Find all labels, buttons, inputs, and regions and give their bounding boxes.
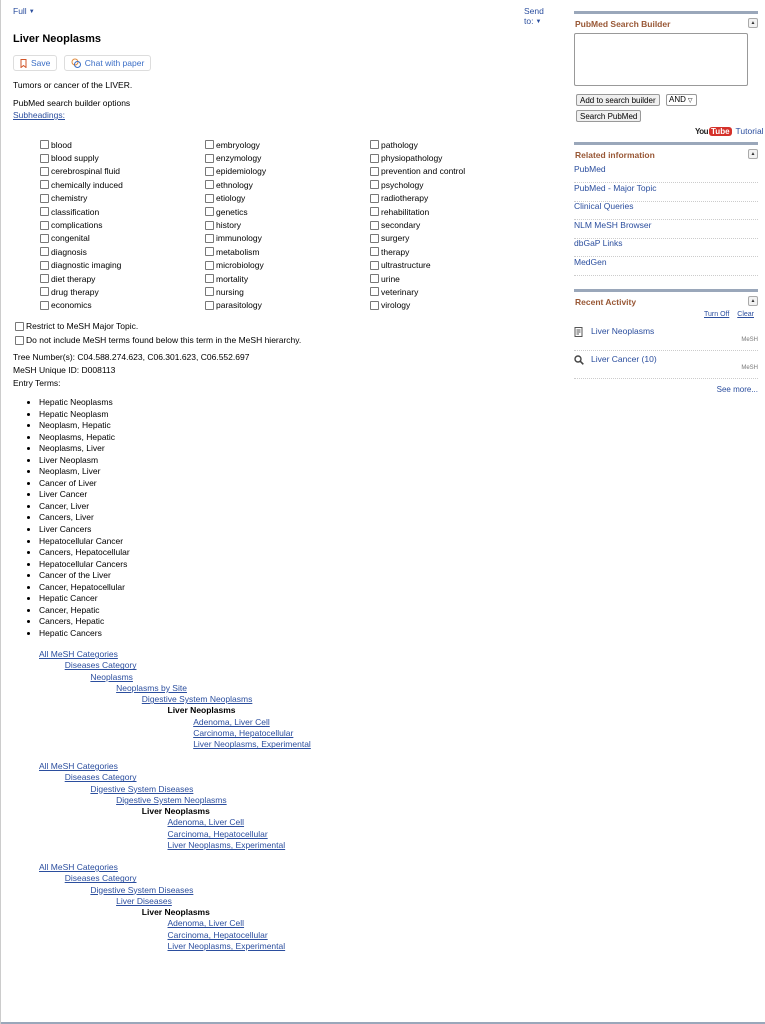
subheading-option[interactable] [370,218,535,231]
subheading-label: drug therapy [51,286,99,297]
entry-term: • Cancer, Hepatic [39,605,130,617]
checkbox[interactable] [40,140,49,149]
mesh-tree [39,761,539,851]
format-label: Full [13,6,27,16]
subheading-label: veterinary [381,286,419,297]
chat-icon [71,58,81,68]
checkbox[interactable] [205,274,214,283]
subheading-option[interactable] [40,165,205,178]
see-more-link[interactable]: See more... [716,385,758,394]
subheading-label: chemistry [51,193,88,204]
restrict-major-topic-option[interactable] [15,321,138,331]
subheadings-link[interactable]: Subheadings: [13,110,65,120]
checkbox[interactable] [40,221,49,230]
subheading-label: embryology [216,139,260,150]
subheading-label: diet therapy [51,273,96,284]
checkbox[interactable] [370,274,379,283]
related-link[interactable] [574,183,758,202]
tree-numbers: Tree Number(s): C04.588.274.623, C06.301.623, C06.552.697 [13,352,250,362]
subheading-option[interactable] [40,272,205,285]
tree-node-label[interactable]: Diseases Category [64,772,137,783]
subheading-label: physiopathology [381,153,443,164]
subheading-option[interactable] [370,178,535,191]
tree-node-link[interactable] [39,873,539,884]
subheading-label: etiology [216,193,246,204]
subheading-label: economics [51,300,92,311]
save-button[interactable] [13,55,57,71]
checkbox[interactable] [40,194,49,203]
subheading-label: blood supply [51,153,99,164]
subheading-label: therapy [381,246,410,257]
recent-activity-controls [698,311,754,318]
tree-node-label[interactable]: Diseases Category [64,660,137,671]
related-link-label: PubMed [574,164,606,174]
checkbox[interactable] [370,234,379,243]
subheading-label: pathology [381,139,418,150]
subheading-label: immunology [216,233,262,244]
checkbox[interactable] [370,140,379,149]
tree-node-link[interactable] [39,784,539,795]
entry-term: • Hepatocellular Cancer [39,536,130,548]
tree-node-label[interactable]: Digestive System Diseases [90,783,194,794]
subheading-label: metabolism [216,246,260,257]
tree-node-label[interactable]: All MeSH Categories [39,761,118,771]
tree-node-label[interactable]: Adenoma, Liver Cell [167,817,245,828]
subheading-option[interactable] [370,165,535,178]
subheading-option[interactable] [205,192,370,205]
subheading-option[interactable] [40,245,205,258]
tree-node-link[interactable] [39,829,539,840]
tree-node-label: Liver Neoplasms [167,705,236,716]
add-to-search-builder-button[interactable]: Add to search builder [576,94,660,106]
tree-node-link[interactable] [39,761,539,772]
search-pubmed-button[interactable]: Search PubMed [576,110,641,122]
related-information-title: Related information [575,150,655,160]
subheading-label: secondary [381,220,421,231]
checkbox[interactable] [205,194,214,203]
collapse-toggle-icon[interactable]: ▲ [748,18,758,28]
tree-node-current [39,806,539,817]
entry-term: • Cancer of the Liver [39,570,130,582]
tree-node-link[interactable] [39,885,539,896]
format-menu[interactable] [13,6,35,16]
subheading-label: epidemiology [216,166,267,177]
checkbox[interactable] [40,301,49,310]
subheading-label: radiotherapy [381,193,429,204]
checkbox[interactable] [370,207,379,216]
related-link-label: MedGen [574,256,607,267]
entry-term: • Hepatic Neoplasms [39,397,130,409]
save-label: Save [31,58,51,68]
search-builder-options-label: PubMed search builder options [13,98,131,108]
mesh-unique-id: MeSH Unique ID: D008113 [13,365,116,375]
checkbox[interactable] [40,234,49,243]
search-builder-textarea[interactable] [574,33,748,86]
subheading-option[interactable] [40,138,205,151]
subheading-option[interactable] [205,138,370,151]
tree-node-label[interactable]: Neoplasms by Site [116,682,187,693]
collapse-toggle-icon[interactable]: ▲ [748,149,758,159]
tree-node-link[interactable] [39,862,539,873]
subheading-label: chemically induced [51,179,123,190]
chat-label: Chat with paper [84,58,145,68]
subheading-option[interactable] [40,205,205,218]
tree-node-link[interactable] [39,840,539,851]
subheading-option[interactable] [370,205,535,218]
tree-node-label: Liver Neoplasms [141,907,210,918]
subheading-option[interactable] [205,151,370,164]
related-link[interactable] [574,164,758,183]
search-icon [574,355,584,365]
mesh-tree [39,649,539,751]
checkbox[interactable] [370,261,379,270]
tree-node-label[interactable]: Digestive System Neoplasms [141,694,253,705]
recent-activity-source: MeSH [741,365,758,371]
tree-node-link[interactable] [39,739,539,750]
subheading-option[interactable] [205,245,370,258]
tree-node-link[interactable] [39,918,539,929]
subheading-label: genetics [216,206,248,217]
entry-term: • Cancer, Hepatocellular [39,582,130,594]
related-information-header [574,142,758,160]
checkbox[interactable] [205,140,214,149]
entry-term: • Liver Neoplasm [39,455,130,467]
subheading-option[interactable] [40,178,205,191]
collapse-toggle-icon[interactable]: ▲ [748,296,758,306]
checkbox[interactable] [15,336,24,345]
search-builder-title: PubMed Search Builder [575,19,671,29]
sidebar [574,0,764,1024]
recent-activity-title: Recent Activity [575,297,637,307]
entry-term: • Neoplasms, Hepatic [39,432,130,444]
entry-term: • Cancers, Hepatic [39,616,130,628]
subheading-label: diagnostic imaging [51,260,122,271]
checkbox[interactable] [205,207,214,216]
no-explode-label: Do not include MeSH terms found below this term in the MeSH hierarchy. [26,335,302,345]
tree-node-label[interactable]: Neoplasms [90,671,133,682]
checkbox[interactable] [370,154,379,163]
recent-activity-header [574,289,758,307]
tree-node-label: Liver Neoplasms [141,806,210,817]
recent-activity-item[interactable] [574,354,758,379]
subheading-option[interactable] [205,285,370,298]
tree-node-label[interactable]: Digestive System Neoplasms [116,794,227,805]
tree-node-link[interactable] [39,817,539,828]
subheading-option[interactable] [370,285,535,298]
boolean-operator-select[interactable] [666,94,697,106]
recent-activity-item[interactable] [574,326,758,351]
scope-note: Tumors or cancer of the LIVER. [13,80,133,90]
no-explode-option[interactable] [15,335,301,345]
subheading-option[interactable] [205,272,370,285]
tree-node-label[interactable]: Liver Neoplasms, Experimental [193,739,311,750]
subheading-label: diagnosis [51,246,87,257]
subheading-option[interactable] [40,192,205,205]
subheading-label: psychology [381,179,424,190]
tree-node-link[interactable] [39,896,539,907]
tree-node-link[interactable] [39,728,539,739]
top-bar [13,6,563,26]
subheading-label: congenital [51,233,90,244]
recent-activity-source: MeSH [741,337,758,343]
subheading-option[interactable] [370,232,535,245]
related-link-label: PubMed - Major Topic [574,182,657,193]
page-title: Liver Neoplasms [13,33,102,45]
checkbox[interactable] [370,180,379,189]
tree-node-label[interactable]: Digestive System Diseases [90,884,194,895]
subheadings-checkbox-grid [40,138,540,312]
document-icon [574,327,583,337]
tree-node-label[interactable]: Liver Diseases [116,895,172,906]
entry-term: • Hepatic Neoplasm [39,409,130,421]
chevron-down-icon: ▽ [687,98,693,104]
subheading-option[interactable] [370,272,535,285]
related-link[interactable] [574,238,758,257]
checkbox[interactable] [205,234,214,243]
tutorial-label: Tutorial [735,126,764,136]
subheading-label: virology [381,300,411,311]
checkbox[interactable] [40,247,49,256]
tree-node-label[interactable]: Carcinoma, Hepatocellular [193,728,294,739]
subheading-label: urine [381,273,400,284]
checkbox[interactable] [205,247,214,256]
related-link-label: dbGaP Links [574,238,623,248]
checkbox[interactable] [40,167,49,176]
entry-term: • Hepatic Cancer [39,593,130,605]
subheading-label: prevention and control [381,166,466,177]
tree-node-link[interactable] [39,795,539,806]
entry-term: • Neoplasms, Liver [39,443,130,455]
subheading-label: history [216,220,242,231]
checkbox[interactable] [205,261,214,270]
entry-term: • Neoplasm, Hepatic [39,420,130,432]
subheading-option[interactable] [40,151,205,164]
checkbox[interactable] [370,287,379,296]
tree-node-label[interactable]: Carcinoma, Hepatocellular [167,828,268,839]
tree-node-link[interactable] [39,930,539,941]
entry-term: • Hepatic Cancers [39,628,130,640]
subheading-option[interactable] [370,245,535,258]
subheading-option[interactable] [40,285,205,298]
subheading-option[interactable] [370,299,535,312]
tree-node-current [39,907,539,918]
tree-node-link[interactable] [39,941,539,952]
subheading-label: parasitology [216,300,262,311]
tree-node-link[interactable] [39,672,539,683]
checkbox[interactable] [205,301,214,310]
tree-node-label[interactable]: Liver Neoplasms, Experimental [167,941,286,952]
related-link[interactable] [574,257,758,276]
send-to-menu[interactable] [524,6,563,26]
entry-term: • Liver Cancer [39,489,130,501]
tree-node-link[interactable] [39,683,539,694]
subheading-label: blood [51,139,72,150]
checkbox[interactable] [40,154,49,163]
tree-node-link[interactable] [39,660,539,671]
subheading-option[interactable] [370,138,535,151]
subheading-label: classification [51,206,100,217]
tree-node-link[interactable] [39,772,539,783]
entry-term: • Cancer of Liver [39,478,130,490]
checkbox[interactable] [370,221,379,230]
checkbox[interactable] [40,180,49,189]
main-content [13,0,563,1024]
subheading-option[interactable] [205,205,370,218]
checkbox[interactable] [40,287,49,296]
tree-node-label[interactable]: Diseases Category [64,873,137,884]
subheading-option[interactable] [205,165,370,178]
related-link-label: NLM MeSH Browser [574,219,652,230]
tree-node-label[interactable]: Adenoma, Liver Cell [193,716,270,727]
tree-node-current [39,705,539,716]
subheading-option[interactable] [40,232,205,245]
checkbox[interactable] [370,301,379,310]
entry-term: • Cancers, Hepatocellular [39,547,130,559]
checkbox[interactable] [40,261,49,270]
entry-term: • Hepatocellular Cancers [39,559,130,571]
checkbox[interactable] [370,247,379,256]
related-link[interactable] [574,220,758,239]
send-to-label: Send to: [524,6,544,26]
entry-term: • Cancers, Liver [39,512,130,524]
turn-off-link[interactable]: Turn Off [704,311,730,318]
entry-term: • Cancer, Liver [39,501,130,513]
subheading-label: ethnology [216,179,253,190]
checkbox[interactable] [370,194,379,203]
entry-term: • Liver Cancers [39,524,130,536]
checkbox[interactable] [40,207,49,216]
checkbox[interactable] [205,287,214,296]
related-link[interactable] [574,201,758,220]
tree-node-label[interactable]: Liver Neoplasms, Experimental [167,840,286,851]
checkbox[interactable] [205,180,214,189]
recent-activity-label: Liver Cancer (10) [591,354,657,364]
bookmark-icon [20,59,27,68]
subheading-label: complications [51,220,103,231]
recent-activity-label: Liver Neoplasms [591,326,655,336]
caret-down-icon: ▼ [28,9,35,15]
subheading-option[interactable] [40,299,205,312]
clear-link[interactable]: Clear [737,311,754,318]
caret-down-icon: ▼ [535,19,542,25]
operator-value: AND [669,95,686,104]
tree-node-label[interactable]: Adenoma, Liver Cell [167,918,245,929]
subheading-option[interactable] [205,178,370,191]
subheading-option[interactable] [205,232,370,245]
related-link-label: Clinical Queries [574,201,634,211]
entry-terms-list [29,397,130,639]
subheading-label: microbiology [216,260,264,271]
restrict-major-topic-label: Restrict to MeSH Major Topic. [26,321,139,331]
subheading-option[interactable] [205,218,370,231]
entry-terms-label: Entry Terms: [13,378,61,388]
subheading-label: nursing [216,286,244,297]
youtube-tutorial-link[interactable] [695,126,764,136]
checkbox[interactable] [370,167,379,176]
subheading-option[interactable] [370,192,535,205]
subheading-label: ultrastructure [381,260,431,271]
entry-term: • Neoplasm, Liver [39,466,130,478]
tree-node-label[interactable]: Carcinoma, Hepatocellular [167,929,268,940]
tree-node-link[interactable] [39,649,539,660]
subheading-option[interactable] [40,259,205,272]
action-buttons [13,55,155,72]
subheading-label: enzymology [216,153,262,164]
subheading-option[interactable] [370,259,535,272]
subheading-option[interactable] [205,299,370,312]
checkbox[interactable] [15,322,24,331]
subheading-label: surgery [381,233,410,244]
subheading-option[interactable] [40,218,205,231]
mesh-tree [39,862,539,952]
tree-node-link[interactable] [39,717,539,728]
youtube-logo-tube: Tube [711,126,730,136]
subheading-label: mortality [216,273,249,284]
tree-node-label[interactable]: All MeSH Categories [39,649,118,659]
tree-node-link[interactable] [39,694,539,705]
chat-with-paper-button[interactable] [64,55,152,71]
checkbox[interactable] [205,221,214,230]
subheading-option[interactable] [205,259,370,272]
checkbox[interactable] [40,274,49,283]
subheading-option[interactable] [370,151,535,164]
search-builder-header [574,11,758,29]
subheading-label: rehabilitation [381,206,430,217]
checkbox[interactable] [205,167,214,176]
subheading-label: cerebrospinal fluid [51,166,120,177]
youtube-logo-you: You [695,126,709,136]
tree-node-label[interactable]: All MeSH Categories [39,862,118,872]
checkbox[interactable] [205,154,214,163]
